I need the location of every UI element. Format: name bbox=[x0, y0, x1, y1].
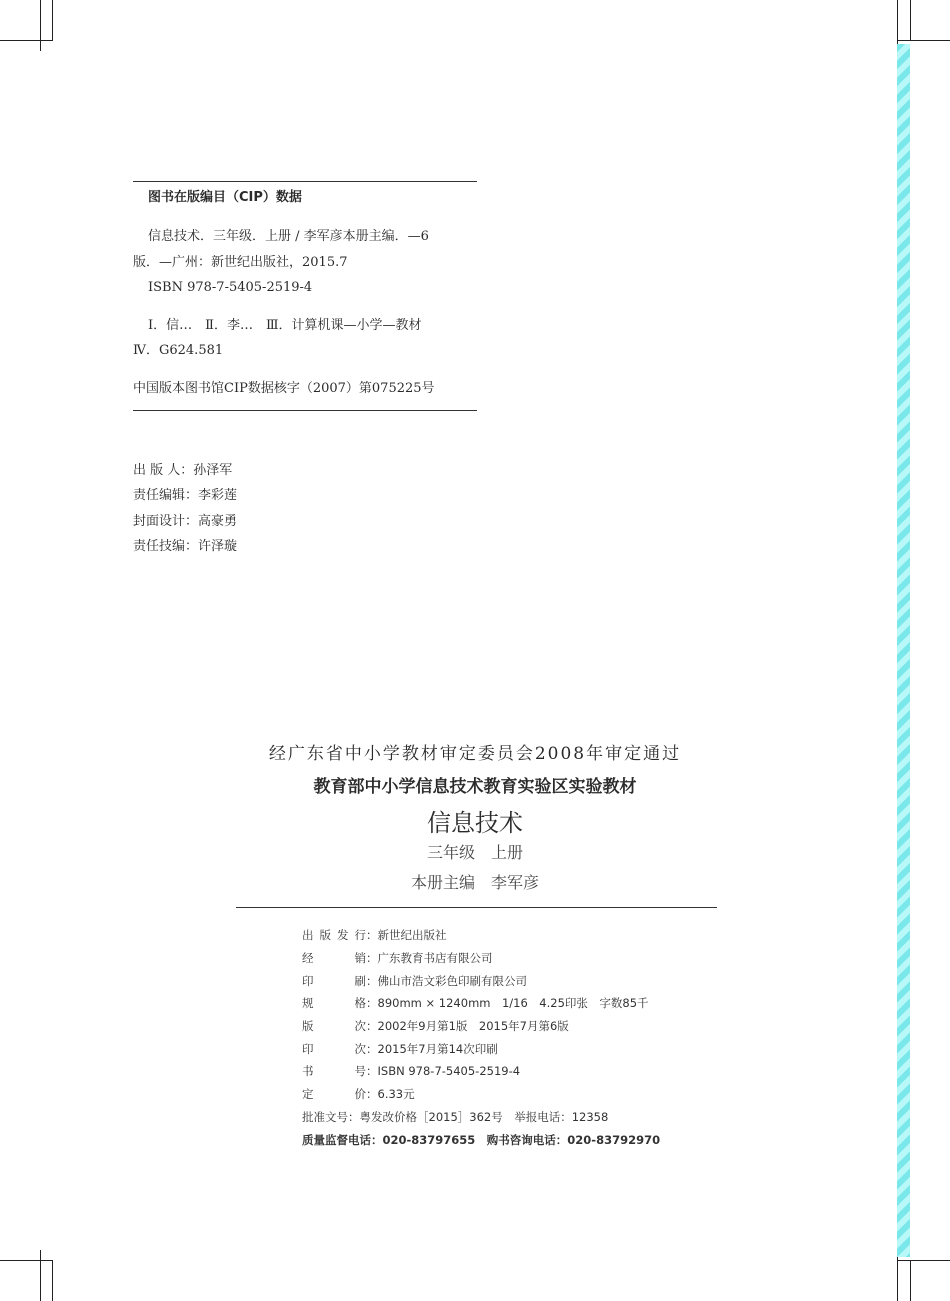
pub-row: 版次：2002年9月第1版 2015年7月第6版 bbox=[302, 1019, 569, 1033]
pub-value: ISBN 978-7-5405-2519-4 bbox=[377, 1064, 521, 1078]
pub-row: 定价：6.33元 bbox=[302, 1087, 415, 1101]
pub-value: 6.33元 bbox=[377, 1087, 415, 1101]
pub-value: 广东教育书店有限公司 bbox=[377, 951, 493, 965]
crop-mark bbox=[52, 1261, 53, 1301]
pub-value: 2015年7月第14次印刷 bbox=[377, 1042, 498, 1056]
pub-row: 印次：2015年7月第14次印刷 bbox=[302, 1042, 498, 1056]
book-title: 信息技术 bbox=[427, 809, 523, 837]
publication-rule bbox=[236, 907, 717, 908]
credit-name: 孙泽军 bbox=[193, 463, 233, 478]
series-name: 教育部中小学信息技术教育实验区实验教材 bbox=[313, 777, 637, 797]
crop-mark bbox=[910, 0, 911, 40]
cip-heading: 图书在版编目（CIP）数据 bbox=[148, 190, 302, 205]
bleed-edge-strip bbox=[897, 44, 910, 1257]
cip-classification: Ⅰ．信… Ⅱ．李… Ⅲ．计算机课—小学—教材 bbox=[148, 318, 422, 333]
pub-label: 经销 bbox=[302, 951, 366, 965]
cip-record-number: 中国版本图书馆CIP数据核字（2007）第075225号 bbox=[133, 381, 435, 396]
credit-line bbox=[133, 484, 237, 503]
cip-top-rule bbox=[133, 181, 477, 182]
credit-line bbox=[133, 510, 237, 529]
pub-row: 书号：ISBN 978-7-5405-2519-4 bbox=[302, 1064, 521, 1078]
credit-label: 责任编辑： bbox=[133, 488, 199, 503]
credit-line bbox=[133, 459, 232, 478]
crop-mark bbox=[52, 0, 53, 40]
credit-name: 李彩莲 bbox=[198, 488, 238, 503]
crop-mark bbox=[910, 1261, 911, 1301]
chief-editor: 本册主编 李军彦 bbox=[410, 873, 539, 892]
pub-label: 规格 bbox=[302, 996, 366, 1010]
credit-label: 责任技编： bbox=[133, 539, 199, 554]
crop-mark bbox=[40, 0, 41, 51]
cip-line: 版．—广州：新世纪出版社，2015.7 bbox=[133, 255, 348, 270]
credit-label: 出 版 人： bbox=[133, 463, 194, 478]
cip-isbn: ISBN 978-7-5405-2519-4 bbox=[148, 280, 313, 295]
crop-mark bbox=[40, 1250, 41, 1301]
pub-label: 书号 bbox=[302, 1064, 366, 1078]
hotline-numbers: 质量监督电话：020-83797655 购书咨询电话：020-83792970 bbox=[302, 1133, 661, 1147]
pub-row: 印刷：佛山市浩文彩色印刷有限公司 bbox=[302, 974, 527, 988]
cip-classification: Ⅳ．G624.581 bbox=[133, 343, 224, 358]
pub-value: 890mm × 1240mm 1/16 4.25印张 字数85千 bbox=[377, 996, 649, 1010]
pub-value: 新世纪出版社 bbox=[377, 928, 447, 942]
pub-row: 出版发行：新世纪出版社 bbox=[302, 928, 447, 942]
grade-volume: 三年级 上册 bbox=[426, 843, 523, 862]
pub-value: 2002年9月第1版 2015年7月第6版 bbox=[377, 1019, 569, 1033]
credit-name: 高豪勇 bbox=[198, 514, 238, 529]
pub-row: 规格：890mm × 1240mm 1/16 4.25印张 字数85千 bbox=[302, 996, 649, 1010]
approval-statement: 经广东省中小学教材审定委员会2008年审定通过 bbox=[268, 744, 682, 764]
crop-mark bbox=[897, 1260, 950, 1261]
crop-mark bbox=[0, 1260, 53, 1261]
cip-bottom-rule bbox=[133, 410, 477, 411]
crop-mark bbox=[897, 40, 950, 41]
pub-label: 印次 bbox=[302, 1042, 366, 1056]
pub-label: 版次 bbox=[302, 1019, 366, 1033]
pub-row: 经销：广东教育书店有限公司 bbox=[302, 951, 493, 965]
credit-name: 许泽璇 bbox=[198, 539, 238, 554]
pub-label: 出版发行 bbox=[302, 928, 366, 942]
credit-label: 封面设计： bbox=[133, 514, 199, 529]
crop-mark bbox=[0, 40, 53, 41]
cip-line: 信息技术．三年级．上册 / 李军彦本册主编．—6 bbox=[148, 229, 429, 244]
pub-label: 印刷 bbox=[302, 974, 366, 988]
credit-line bbox=[133, 535, 237, 554]
pub-label: 定价 bbox=[302, 1087, 366, 1101]
pub-value: 佛山市浩文彩色印刷有限公司 bbox=[377, 974, 527, 988]
crop-mark bbox=[897, 1250, 898, 1301]
price-approval: 批准文号：粤发改价格［2015］362号 举报电话：12358 bbox=[302, 1110, 609, 1124]
